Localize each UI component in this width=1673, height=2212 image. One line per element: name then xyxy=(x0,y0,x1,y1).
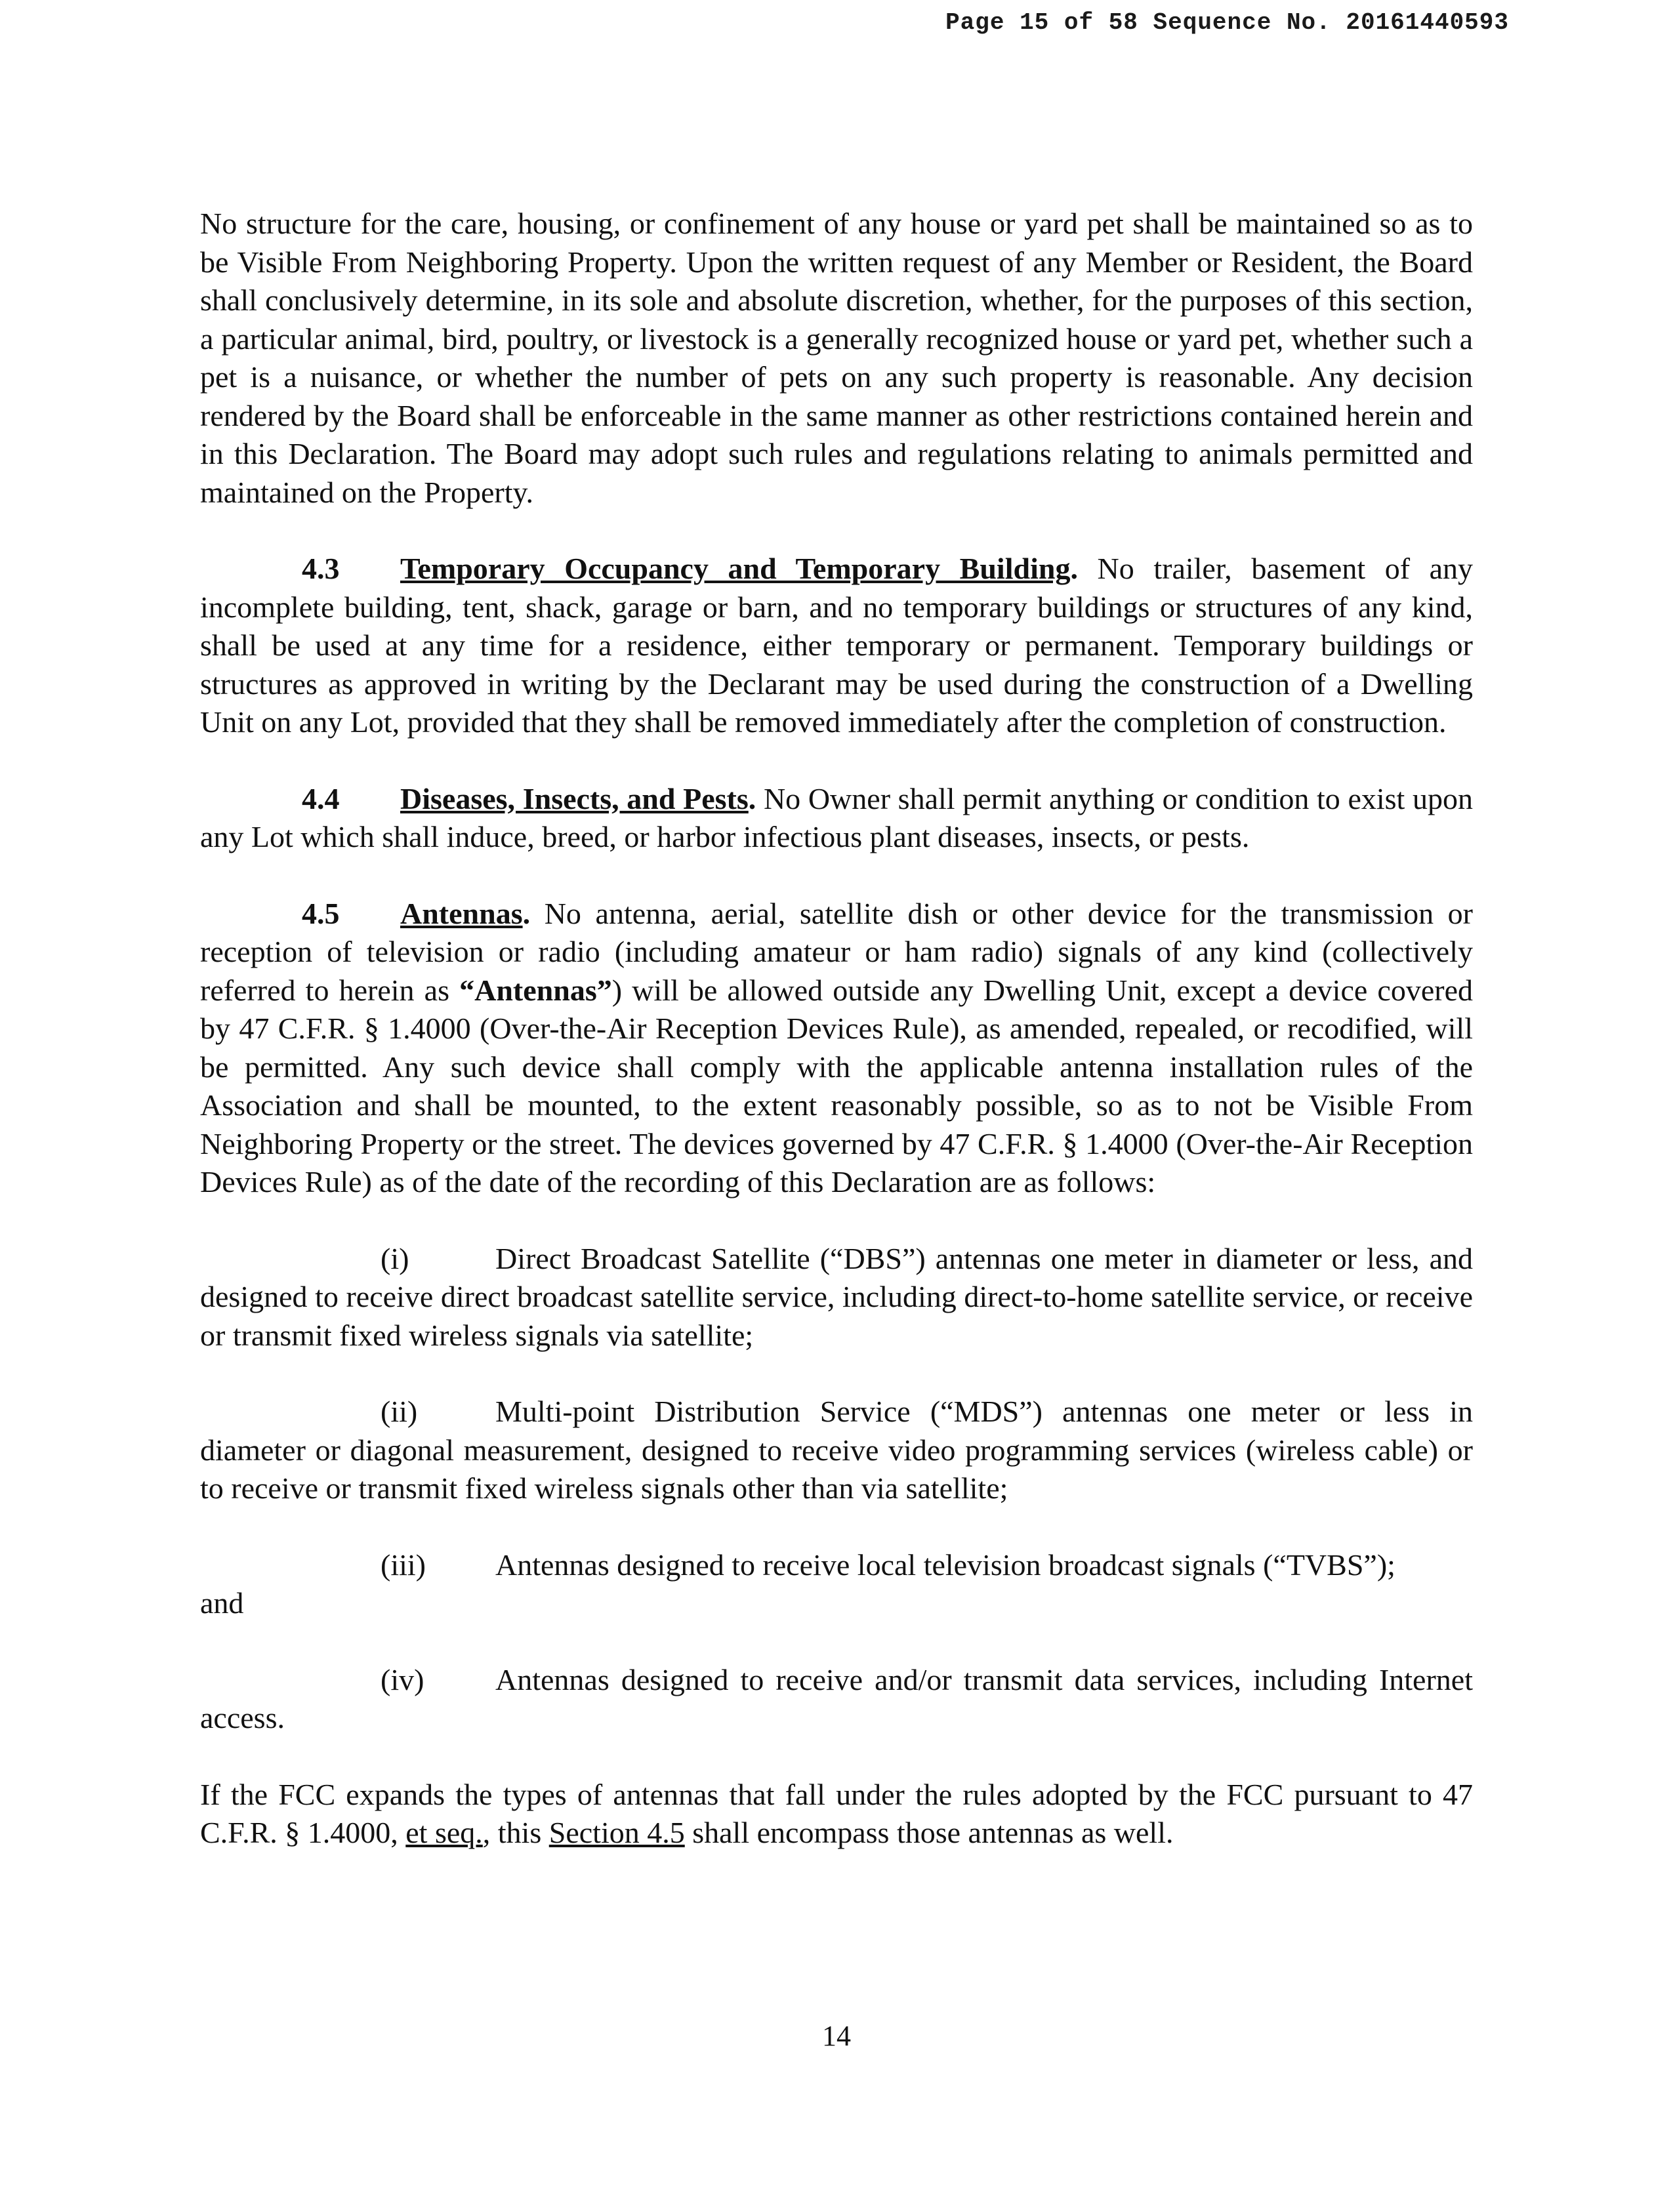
section-body: No Owner shall permit anything or condition to exist upon any Lot which shall induce, breed, or harbor infectious plant diseases, insects, or pests. xyxy=(200,781,1474,853)
section-title-period: . xyxy=(1070,552,1078,585)
subitem-label: (iii) xyxy=(381,1547,426,1582)
closing-text-3: shall encompass those antennas as well. xyxy=(684,1816,1174,1849)
subitem-label: (ii) xyxy=(381,1395,418,1428)
section-number: 4.5 xyxy=(302,896,340,930)
page-sequence-stamp: Page 15 of 58 Sequence No. 20161440593 xyxy=(945,9,1509,36)
section-title: Antennas xyxy=(400,896,523,930)
subitem-label: (iv) xyxy=(381,1662,424,1696)
subitem-i xyxy=(200,1240,1473,1355)
section-title: Diseases, Insects, and Pests xyxy=(400,781,749,815)
subitem-label: (i) xyxy=(381,1241,409,1275)
section-4-5 xyxy=(200,895,1473,1202)
subitem-text: Multi-point Distribution Service (“MDS”) antennas one meter or less in diameter or diagonal measurement, designed to receive video programming services (wireless cable) or to receive or transmit fixed wireless signals other than via satellite; xyxy=(200,1395,1473,1505)
closing-text-1: If the FCC expands the types of antennas that fall under the rules adopted by the FCC pursuant to 47 C.F.R. § 1.4000, xyxy=(200,1777,1473,1849)
section-title-period: . xyxy=(522,896,531,930)
section-4-3 xyxy=(200,550,1473,742)
subitem-text: Antennas designed to receive local television broadcast signals (“TVBS”); xyxy=(495,1547,1395,1582)
section-body-part-1: No antenna, aerial, satellite dish or other device for the transmission or reception of television or radio (including amateur or ham radio) signals of any kind (collectively referred to herein as xyxy=(200,896,1473,1007)
section-number: 4.4 xyxy=(302,781,340,815)
section-title: Temporary Occupancy and Temporary Building xyxy=(400,552,1071,585)
section-title-period: . xyxy=(748,781,756,815)
closing-paragraph xyxy=(200,1776,1473,1853)
subitem-ii xyxy=(200,1393,1473,1508)
subitem-text: Antennas designed to receive and/or transmit data services, including Internet access. xyxy=(200,1662,1473,1734)
closing-text-2: , this xyxy=(482,1816,549,1849)
document-body xyxy=(200,205,1473,1853)
section-reference: Section 4.5 xyxy=(548,1816,685,1849)
section-body-part-2: ) will be allowed outside any Dwelling Unit, except a device covered by 47 C.F.R. § 1.4000 (Over-the-Air Reception Devices Rule), as amended, repealed, or recodified, will be permitted. Any such device shall comply with the applicable antenna installation rules of the Association and shall be mounted, to the extent reasonably possible, so as to not be Visible From Neighboring Property or the street. The devices governed by 47 C.F.R. § 1.4000 (Over-the-Air Reception Devices Rule) as of the date of the recording of this Declaration are as follows: xyxy=(200,973,1474,1198)
et-seq-citation: et seq. xyxy=(405,1816,483,1849)
subitem-iii xyxy=(200,1546,1473,1585)
subitem-iv xyxy=(200,1661,1473,1738)
subitem-text: Direct Broadcast Satellite (“DBS”) antennas one meter in diameter or less, and designed to receive direct broadcast satellite service, including direct-to-home satellite service, or receive or transmit fixed wireless signals via satellite; xyxy=(200,1241,1473,1352)
section-body: No trailer, basement of any incomplete building, tent, shack, garage or barn, and no temporary buildings or structures of any kind, shall be used at any time for a residence, either temporary or permanent. Temporary buildings or structures as approved in writing by the Declarant may be used during the construction of a Dwelling Unit on any Lot, provided that they shall be removed immediately after the completion of construction. xyxy=(200,552,1474,739)
pet-restriction-paragraph: No structure for the care, housing, or confinement of any house or yard pet shall be maintained so as to be Visible From Neighboring Property. Upon the written request of any Member or Resident, the Board shall conclusively determine, in its sole and absolute discretion, whether, for the purposes of this section, a particular animal, bird, poultry, or livestock is a generally recognized house or yard pet, whether such a pet is a nuisance, or whether the number of pets on any such property is reasonable. Any decision rendered by the Board shall be enforceable in the same manner as other restrictions contained herein and in this Declaration. The Board may adopt such rules and regulations relating to animals permitted and maintained on the Property. xyxy=(200,207,1473,509)
section-4-4 xyxy=(200,780,1473,857)
subitem-iii-trailing-and: and xyxy=(200,1586,244,1620)
section-number: 4.3 xyxy=(302,552,340,585)
defined-term-antennas: “Antennas” xyxy=(459,973,612,1007)
page-number: 14 xyxy=(822,2020,851,2052)
